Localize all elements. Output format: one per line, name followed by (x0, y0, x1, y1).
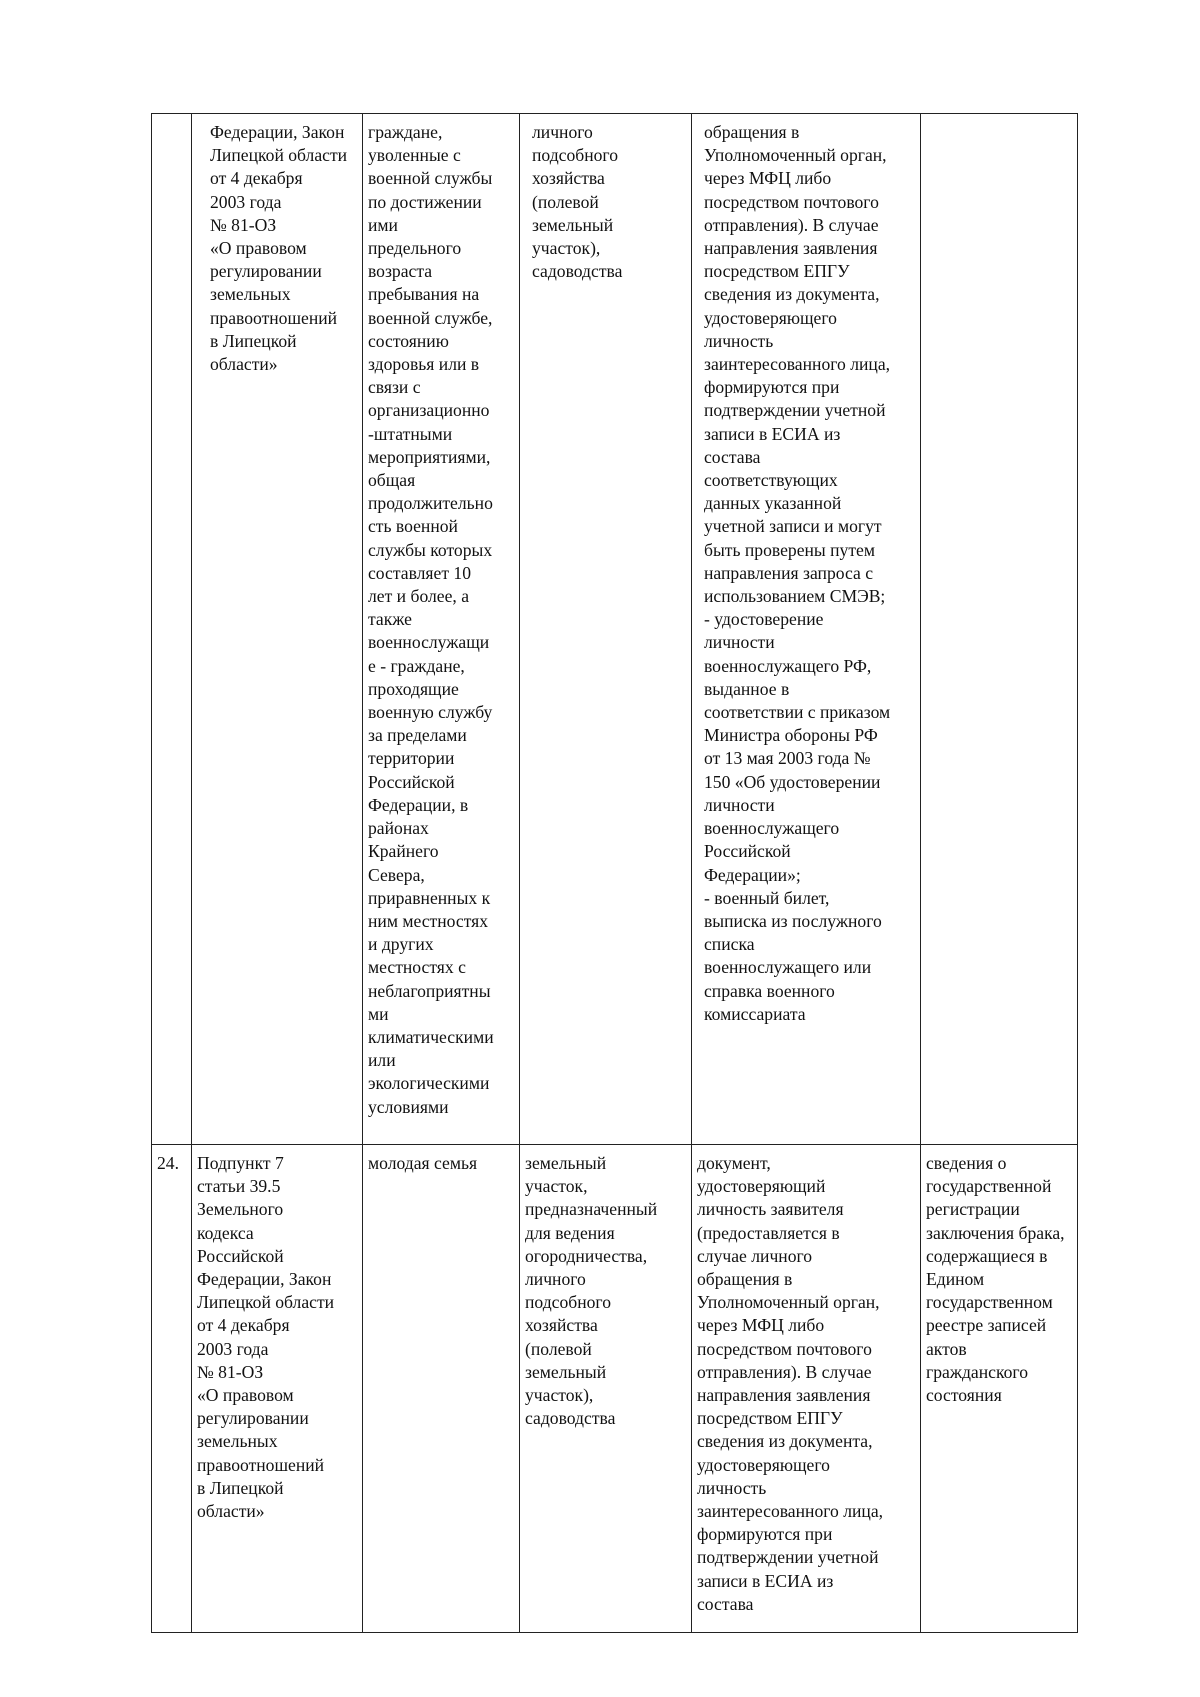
land-purpose-cell: земельный участок, предназначенный для ведения огородничества, личного подсобного хозяйства (полевой земельный участок), садоводства (520, 1145, 692, 1633)
legal-basis-cell: Федерации, Закон Липецкой области от 4 декабря 2003 года № 81-ОЗ «О правовом регулировании земельных правоотношений в Липецкой области» (192, 114, 363, 1145)
applicant-documents-cell: документ, удостоверяющий личность заявителя (предоставляется в случае личного обращения в Уполномоченный орган, через МФЦ либо посредством почтового отправления). В случае направления заявления посредством ЕПГУ сведения из документа, удостоверяющего личность заинтересованного лица, формируются при подтверждении учетной записи в ЕСИА из состава (692, 1145, 921, 1633)
applicant-category-cell: граждане, уволенные с военной службы по достижении ими предельного возраста пребывания на военной службе, состоянию здоровья или в связи с организационно -штатными мероприятиями, общая продолжительно сть военной службы которых составляет 10 лет и более, а также военнослужащи е - граждане, проходящие военную службу за пределами территории Российской Федерации, в районах Крайнего Севера, приравненных к ним местностях и других местностях с неблагоприятны ми климатическими или экологическими условиями (363, 114, 520, 1145)
applicant-category-cell: молодая семья (363, 1145, 520, 1633)
row-number-cell (152, 114, 192, 1145)
land-purpose-cell: личного подсобного хозяйства (полевой земельный участок), садоводства (520, 114, 692, 1145)
land-allocation-table (151, 113, 1078, 1633)
legal-basis-cell: Подпункт 7 статьи 39.5 Земельного кодекса Российской Федерации, Закон Липецкой области от 4 декабря 2003 года № 81-ОЗ «О правовом регулировании земельных правоотношений в Липецкой области» (192, 1145, 363, 1633)
table-row (152, 114, 1078, 1145)
applicant-documents-cell: обращения в Уполномоченный орган, через МФЦ либо посредством почтового отправления). В случае направления заявления посредством ЕПГУ сведения из документа, удостоверяющего личность заинтересованного лица, формируются при подтверждении учетной записи в ЕСИА из состава соответствующих данных указанной учетной записи и могут быть проверены путем направления запроса с использованием СМЭВ; - удостоверение личности военнослужащего РФ, выданное в соответствии с приказом Министра обороны РФ от 13 мая 2003 года № 150 «Об удостоверении личности военнослужащего Российской Федерации»; - военный билет, выписка из послужного списка военнослужащего или справка военного комиссариата (692, 114, 921, 1145)
interagency-documents-cell (921, 114, 1078, 1145)
interagency-documents-cell: сведения о государственной регистрации заключения брака, содержащиеся в Едином государственном реестре записей актов гражданского состояния (921, 1145, 1078, 1633)
table-row (152, 1145, 1078, 1633)
row-number-cell: 24. (152, 1145, 192, 1633)
